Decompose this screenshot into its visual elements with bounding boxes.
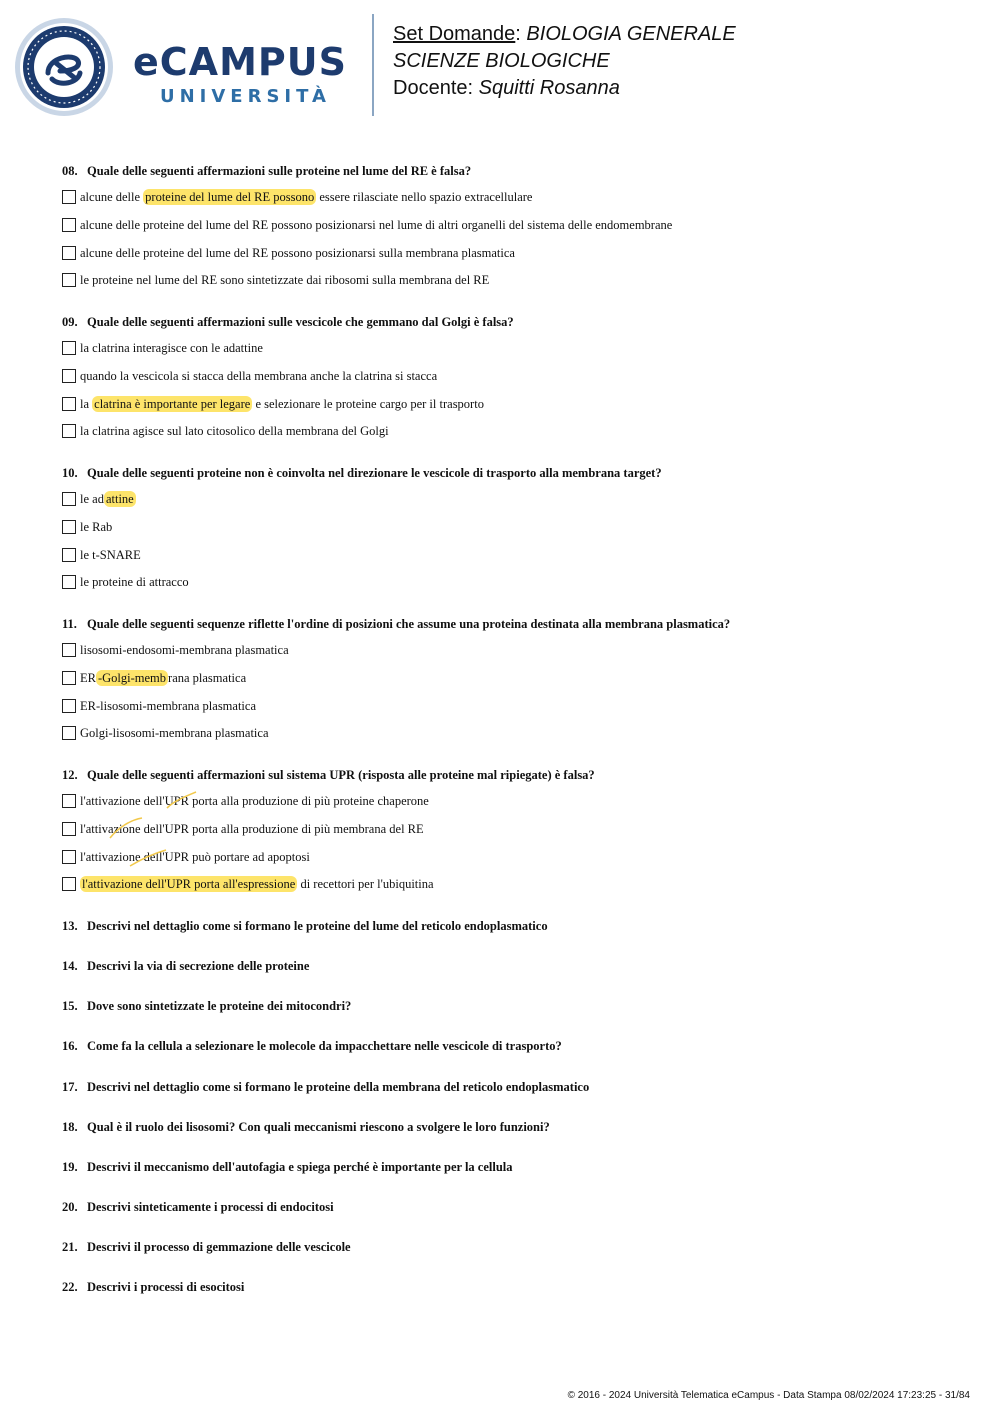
question-number: 08. bbox=[62, 164, 78, 178]
answer-checkbox[interactable] bbox=[62, 699, 76, 713]
option-highlight: attine bbox=[105, 492, 134, 506]
universita-wordmark: UNIVERSITÀ bbox=[160, 86, 331, 107]
answer-option bbox=[62, 341, 263, 356]
answer-option bbox=[62, 877, 434, 892]
question-number: 12. bbox=[62, 768, 78, 782]
question-number: 22. bbox=[62, 1280, 78, 1294]
option-text: e selezionare le proteine cargo per il trasporto bbox=[252, 397, 484, 411]
option-text: Golgi-lisosomi-membrana plasmatica bbox=[80, 726, 269, 740]
answer-option bbox=[62, 273, 489, 288]
question-text: Descrivi il meccanismo dell'autofagia e spiega perché è importante per la cellula bbox=[87, 1160, 513, 1174]
option-text: l'attivazione dell'UPR porta alla produzione di più proteine chaperone bbox=[80, 794, 429, 808]
answer-option bbox=[62, 492, 136, 507]
answer-checkbox[interactable] bbox=[62, 850, 76, 864]
option-text: ER-lisosomi-membrana plasmatica bbox=[80, 699, 256, 713]
answer-checkbox[interactable] bbox=[62, 492, 76, 506]
question-number: 19. bbox=[62, 1160, 78, 1174]
question-number: 10. bbox=[62, 466, 78, 480]
page-footer: © 2016 - 2024 Università Telematica eCampus - Data Stampa 08/02/2024 17:23:25 - 31/84 bbox=[567, 1390, 970, 1401]
question-number: 20. bbox=[62, 1200, 78, 1214]
question-heading bbox=[62, 617, 730, 632]
set-value: BIOLOGIA GENERALE bbox=[526, 23, 736, 45]
option-text: le proteine nel lume del RE sono sintetizzate dai ribosomi sulla membrana del RE bbox=[80, 273, 490, 287]
answer-option bbox=[62, 548, 141, 563]
open-question bbox=[62, 1080, 589, 1095]
question-number: 15. bbox=[62, 999, 78, 1013]
question-text: Descrivi sinteticamente i processi di endocitosi bbox=[87, 1200, 334, 1214]
question-text: Descrivi i processi di esocitosi bbox=[87, 1280, 245, 1294]
open-question bbox=[62, 919, 548, 934]
question-text: Quale delle seguenti proteine non è coinvolta nel direzionare le vescicole di trasporto alla membrana target? bbox=[87, 466, 662, 480]
answer-checkbox[interactable] bbox=[62, 671, 76, 685]
option-text: l'attivazione dell'UPR porta alla produzione di più membrana del RE bbox=[80, 822, 424, 836]
option-text: la clatrina interagisce con le adattine bbox=[80, 341, 263, 355]
answer-option bbox=[62, 218, 672, 233]
question-text: Quale delle seguenti affermazioni sulle vescicole che gemmano dal Golgi è falsa? bbox=[87, 315, 514, 329]
answer-option bbox=[62, 369, 437, 384]
question-text: Quale delle seguenti affermazioni sulle proteine nel lume del RE è falsa? bbox=[87, 164, 472, 178]
answer-option bbox=[62, 190, 532, 205]
question-number: 18. bbox=[62, 1120, 78, 1134]
answer-checkbox[interactable] bbox=[62, 548, 76, 562]
option-text: le t-SNARE bbox=[80, 548, 141, 562]
option-text: la clatrina agisce sul lato citosolico della membrana del Golgi bbox=[80, 424, 389, 438]
answer-checkbox[interactable] bbox=[62, 397, 76, 411]
ecampus-seal-logo bbox=[14, 17, 114, 117]
answer-checkbox[interactable] bbox=[62, 877, 76, 891]
page-header bbox=[0, 0, 1000, 130]
question-number: 14. bbox=[62, 959, 78, 973]
answer-option bbox=[62, 850, 310, 865]
question-text: Quale delle seguenti affermazioni sul sistema UPR (risposta alle proteine mal ripiegate) è falsa? bbox=[87, 768, 595, 782]
answer-option bbox=[62, 246, 515, 261]
option-text: quando la vescicola si stacca della membrana anche la clatrina si stacca bbox=[80, 369, 438, 383]
answer-checkbox[interactable] bbox=[62, 218, 76, 232]
option-text: rana plasmatica bbox=[168, 671, 247, 685]
option-text: le ad bbox=[80, 492, 104, 506]
answer-checkbox[interactable] bbox=[62, 794, 76, 808]
question-text: Descrivi la via di secrezione delle proteine bbox=[87, 959, 310, 973]
answer-option bbox=[62, 575, 189, 590]
question-heading bbox=[62, 768, 595, 783]
answer-option bbox=[62, 794, 429, 809]
answer-checkbox[interactable] bbox=[62, 424, 76, 438]
question-text: Descrivi il processo di gemmazione delle vescicole bbox=[87, 1240, 351, 1254]
answer-option bbox=[62, 699, 256, 714]
option-text: di recettori per l'ubiquitina bbox=[297, 877, 434, 891]
course-value: SCIENZE BIOLOGICHE bbox=[393, 50, 610, 72]
question-number: 09. bbox=[62, 315, 78, 329]
answer-checkbox[interactable] bbox=[62, 246, 76, 260]
answer-option bbox=[62, 726, 269, 741]
teacher-label: Docente: bbox=[393, 77, 474, 99]
option-highlight: l'attivazione dell'UPR porta all'espressione bbox=[82, 877, 296, 891]
option-highlight: proteine del lume del RE possono bbox=[145, 190, 315, 204]
option-highlight: -Golgi-memb bbox=[97, 671, 167, 685]
question-text: Quale delle seguenti sequenze riflette l'ordine di posizioni che assume una proteina destinata alla membrana plasmatica? bbox=[87, 617, 731, 631]
open-question bbox=[62, 1160, 513, 1175]
answer-checkbox[interactable] bbox=[62, 726, 76, 740]
question-number: 21. bbox=[62, 1240, 78, 1254]
question-number: 11. bbox=[62, 617, 77, 631]
open-question bbox=[62, 1120, 550, 1135]
open-question bbox=[62, 1200, 334, 1215]
ecampus-wordmark: eCAMPUS bbox=[133, 40, 347, 84]
option-text: le Rab bbox=[80, 520, 113, 534]
answer-option bbox=[62, 397, 484, 412]
answer-option bbox=[62, 424, 389, 439]
option-text: alcune delle proteine del lume del RE possono posizionarsi sulla membrana plasmatica bbox=[80, 246, 515, 260]
teacher-value: Squitti Rosanna bbox=[478, 77, 620, 99]
answer-checkbox[interactable] bbox=[62, 575, 76, 589]
header-divider bbox=[372, 14, 374, 116]
option-text: ER bbox=[80, 671, 96, 685]
question-number: 17. bbox=[62, 1080, 78, 1094]
open-question bbox=[62, 999, 351, 1014]
question-text: Come fa la cellula a selezionare le molecole da impacchettare nelle vescicole di trasporto? bbox=[87, 1039, 562, 1053]
question-text: Descrivi nel dettaglio come si formano le proteine del lume del reticolo endoplasmatico bbox=[87, 919, 548, 933]
question-number: 13. bbox=[62, 919, 78, 933]
option-text: essere rilasciate nello spazio extracellulare bbox=[316, 190, 533, 204]
answer-checkbox[interactable] bbox=[62, 341, 76, 355]
answer-checkbox[interactable] bbox=[62, 822, 76, 836]
question-text: Descrivi nel dettaglio come si formano le proteine della membrana del reticolo endoplasmatico bbox=[87, 1080, 590, 1094]
question-heading bbox=[62, 315, 514, 330]
answer-option bbox=[62, 643, 289, 658]
set-title: Set Domande: BIOLOGIA GENERALE bbox=[393, 23, 736, 45]
open-question bbox=[62, 1240, 351, 1255]
option-text: alcune delle proteine del lume del RE possono posizionarsi nel lume di altri organelli del sistema delle endomembrane bbox=[80, 218, 673, 232]
answer-checkbox[interactable] bbox=[62, 643, 76, 657]
answer-option bbox=[62, 520, 112, 535]
teacher-line bbox=[393, 76, 620, 100]
option-text: la bbox=[80, 397, 93, 411]
answer-option bbox=[62, 822, 424, 837]
answer-checkbox[interactable] bbox=[62, 520, 76, 534]
question-heading bbox=[62, 466, 662, 481]
open-question bbox=[62, 1280, 244, 1295]
option-text: le proteine di attracco bbox=[80, 575, 189, 589]
answer-option bbox=[62, 671, 246, 686]
option-text: alcune delle bbox=[80, 190, 144, 204]
question-heading bbox=[62, 164, 471, 179]
answer-checkbox[interactable] bbox=[62, 369, 76, 383]
set-label: Set Domande bbox=[393, 23, 516, 45]
open-question bbox=[62, 959, 309, 974]
option-text: l'attivazione dell'UPR può portare ad apoptosi bbox=[80, 850, 310, 864]
question-number: 16. bbox=[62, 1039, 78, 1053]
answer-checkbox[interactable] bbox=[62, 273, 76, 287]
open-question bbox=[62, 1039, 562, 1054]
answer-checkbox[interactable] bbox=[62, 190, 76, 204]
option-highlight: clatrina è importante per legare bbox=[94, 397, 251, 411]
question-text: Dove sono sintetizzate le proteine dei mitocondri? bbox=[87, 999, 352, 1013]
option-text: lisosomi-endosomi-membrana plasmatica bbox=[80, 643, 289, 657]
question-text: Qual è il ruolo dei lisosomi? Con quali meccanismi riescono a svolgere le loro funzioni? bbox=[87, 1120, 550, 1134]
course-title bbox=[393, 49, 610, 73]
